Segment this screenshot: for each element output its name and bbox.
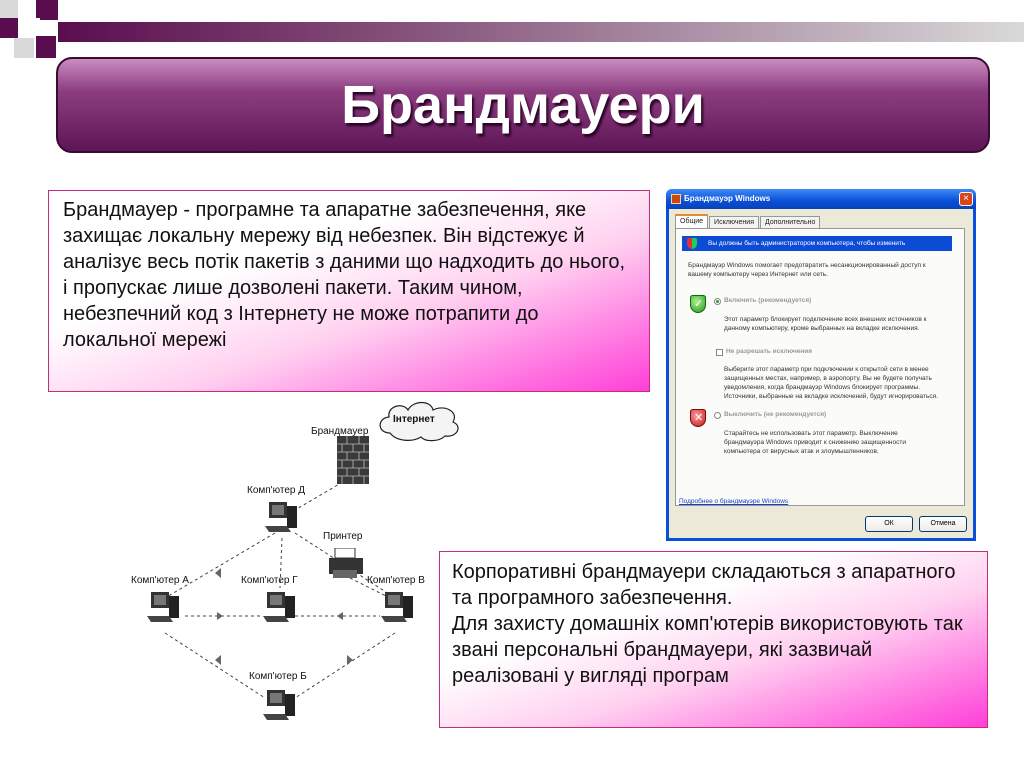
definition-text: Брандмауер - програмне та апаратне забезпечення, яке захищає локальну мережу від небезпек. Він відстежує й аналізує весь потік пакетів з даними що надходить до нього, і пропускає лише дозволені пакети. Таким чином, небезпечний код з Інтернету не може потрапити до локальної мережі [63,199,626,351]
computer-g-icon [263,590,299,626]
tab-general[interactable]: Общие [675,214,708,230]
printer-label: Принтер [323,531,363,542]
security-shield-icon [687,238,697,249]
admin-info-text: Вы должны быть администратором компьютера, чтобы изменить [708,240,906,247]
network-diagram [125,398,445,733]
learn-more-link[interactable]: Подробнее о брандмауэре Windows [679,498,789,505]
corporate-text-line2: Для захисту домашніх комп'ютерів використовують так звані персональні брандмауери, які зазвичай реалізовані у вигляді програм [452,613,963,687]
windows-firewall-dialog [666,189,976,541]
no-exceptions-checkbox[interactable] [716,349,723,356]
green-shield-icon [690,295,706,313]
dialog-tabs [675,214,821,228]
computer-a-icon [147,590,183,626]
computer-d-icon [265,500,301,536]
slide-title: Брандмауери [341,75,705,135]
computer-b-icon [263,688,299,724]
no-exceptions-label: Не разрешать исключения [726,348,813,355]
firewall-wall-icon [337,436,369,484]
red-shield-icon [690,409,706,427]
disable-option-label: Выключить (не рекомендуется) [724,411,827,418]
dialog-body [669,209,973,538]
radio-enable[interactable] [714,298,721,305]
computer-v-icon [381,590,417,626]
computer-g-label: Комп'ютер Г [241,575,298,586]
cancel-button[interactable]: Отмена [919,516,967,532]
corporate-text-box [439,551,988,728]
ok-button[interactable]: ОК [865,516,913,532]
dialog-titlebar [666,189,976,209]
close-icon[interactable]: × [959,192,973,206]
enable-option-desc: Этот параметр блокирует подключение всех внешних источников к данному компьютеру, кроме выбранных на вкладке исключения. [724,316,927,332]
tab-exceptions[interactable]: Исключения [709,216,759,229]
radio-disable[interactable] [714,412,721,419]
intro-text: Брандмауэр Windows помогает предотвратить несанкционированный доступ к вашему компьютеру через Интернет или сеть. [688,262,926,278]
title-banner [56,57,990,153]
admin-info-bar [682,236,952,251]
corporate-text-line1: Корпоративні брандмауери складаються з апаратного та програмного забезпечення. [452,561,956,609]
enable-option-label: Включить (рекомендуется) [724,297,812,304]
printer-icon [327,548,365,580]
dialog-title: Брандмауэр Windows [684,194,771,203]
firewall-app-icon [671,194,681,204]
internet-label: Інтернет [393,414,435,425]
general-tab-panel [675,228,965,506]
computer-a-label: Комп'ютер А [131,575,189,586]
disable-option-desc: Старайтесь не использовать этот параметр. Выключение брандмауэра Windows приводит к снижению защищенности компьютера от вирусных атак и злоумышленников. [724,430,906,455]
no-exceptions-desc: Выберите этот параметр при подключении к открытой сети в менее защищенных местах, например, в аэропорту. Вы не будете получать уведомления, когда брандмауэр Windows блокирует программы. Источники, выбранные на вкладке исключений, будут игнорироваться. [724,366,938,400]
top-gradient-bar [58,22,1024,42]
tab-advanced[interactable]: Дополнительно [760,216,820,229]
diagram-connections [125,398,445,733]
computer-d-label: Комп'ютер Д [247,485,306,496]
computer-v-label: Комп'ютер В [367,575,425,586]
firewall-label: Брандмауер [311,426,369,437]
definition-text-box [48,190,650,392]
computer-b-label: Комп'ютер Б [249,671,307,682]
